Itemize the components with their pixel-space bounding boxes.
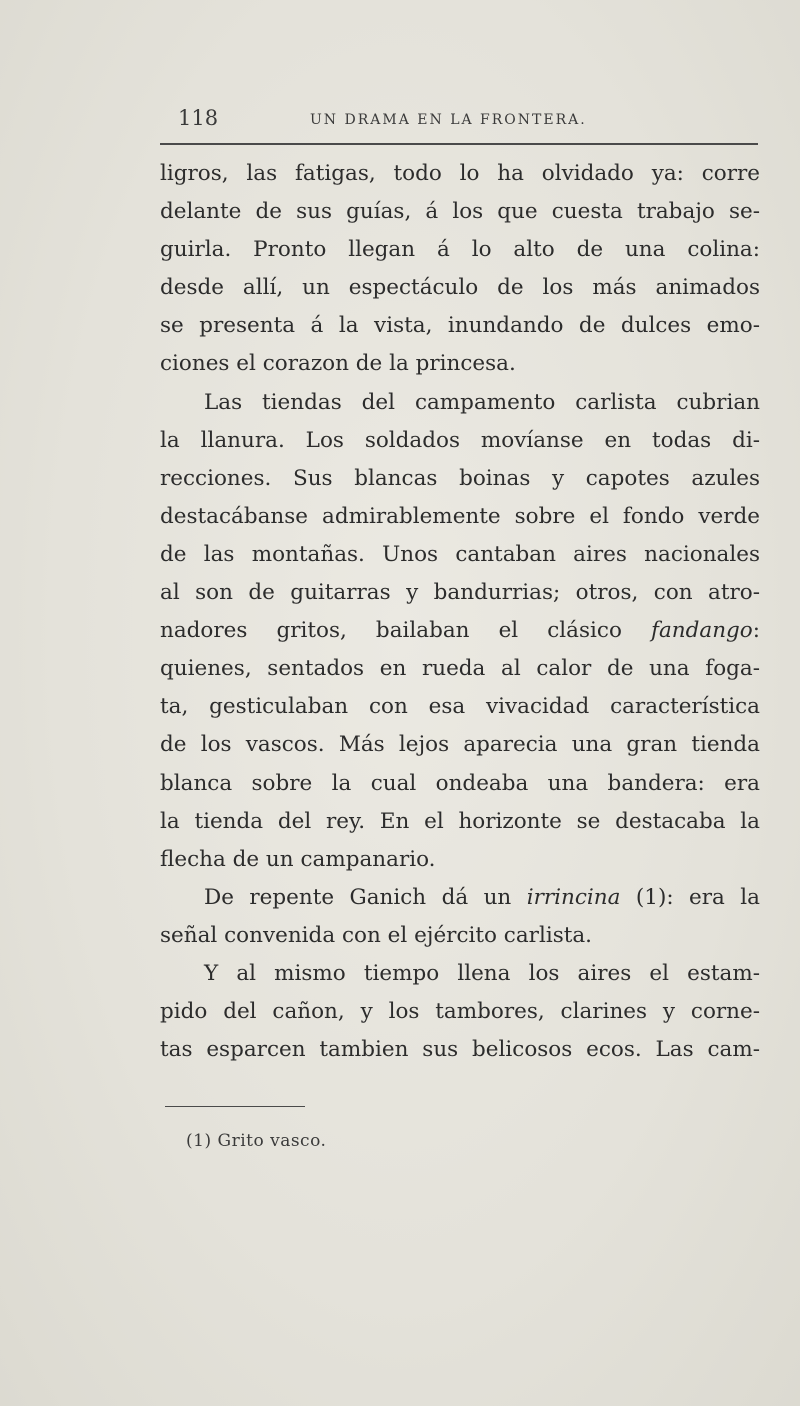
running-title: UN DRAMA EN LA FRONTERA.	[310, 112, 587, 128]
footnote: (1) Grito vasco.	[186, 1131, 327, 1151]
text-line: ciones el corazon de la princesa.	[160, 351, 516, 377]
text-line: delante de sus guías, á los que cuesta trabajo se-	[160, 199, 760, 225]
text-line: Las tiendas del campamento carlista cubrian	[204, 389, 760, 415]
text-line-fandango	[160, 612, 760, 650]
page-number: 118	[178, 106, 219, 130]
italic-word-irrincina: irrincina	[526, 884, 621, 910]
text-line: desde allí, un espectáculo de los más animados	[160, 275, 760, 301]
italic-word-fandango: fandango	[650, 618, 753, 644]
footnote-rule	[165, 1106, 305, 1107]
text-line: Y al mismo tiempo llena los aires el estam-	[204, 960, 760, 986]
text-segment: De repente Ganich dá un	[204, 884, 527, 910]
text-line-irrincina	[160, 879, 760, 917]
text-line: señal convenida con el ejército carlista.	[160, 922, 593, 948]
text-segment: nadores gritos, bailaban el clásico	[160, 618, 651, 644]
text-line: se presenta á la vista, inundando de dulces emo-	[160, 313, 760, 339]
header-rule	[160, 143, 758, 145]
text-line: la tienda del rey. En el horizonte se destacaba la	[160, 808, 760, 834]
text-line: destacábanse admirablemente sobre el fondo verde	[160, 503, 760, 529]
text-line: de las montañas. Unos cantaban aires nacionales	[160, 541, 760, 567]
text-line: de los vascos. Más lejos aparecia una gran tienda	[160, 732, 760, 758]
text-line: ta, gesticulaban con esa vivacidad característica	[160, 694, 760, 720]
text-line: ligros, las fatigas, todo lo ha olvidado ya: corre	[160, 161, 760, 186]
body-text	[160, 155, 760, 1069]
text-line: flecha de un campanario.	[160, 846, 436, 872]
text-segment: :	[752, 618, 760, 644]
text-line: pido del cañon, y los tambores, clarines y corne-	[160, 999, 760, 1025]
text-line: blanca sobre la cual ondeaba una bandera: era	[160, 770, 760, 796]
text-line: la llanura. Los soldados movíanse en todas di-	[160, 427, 760, 453]
text-line: quienes, sentados en rueda al calor de una foga-	[160, 656, 760, 682]
text-line: al son de guitarras y bandurrias; otros, con atro-	[160, 580, 760, 606]
text-line: tas esparcen tambien sus belicosos ecos. Las cam-	[160, 1037, 760, 1063]
text-segment: (1): era la	[620, 884, 760, 910]
page-header	[160, 106, 760, 136]
text-line: guirla. Pronto llegan á lo alto de una colina:	[160, 237, 760, 263]
text-line: recciones. Sus blancas boinas y capotes azules	[160, 465, 760, 491]
